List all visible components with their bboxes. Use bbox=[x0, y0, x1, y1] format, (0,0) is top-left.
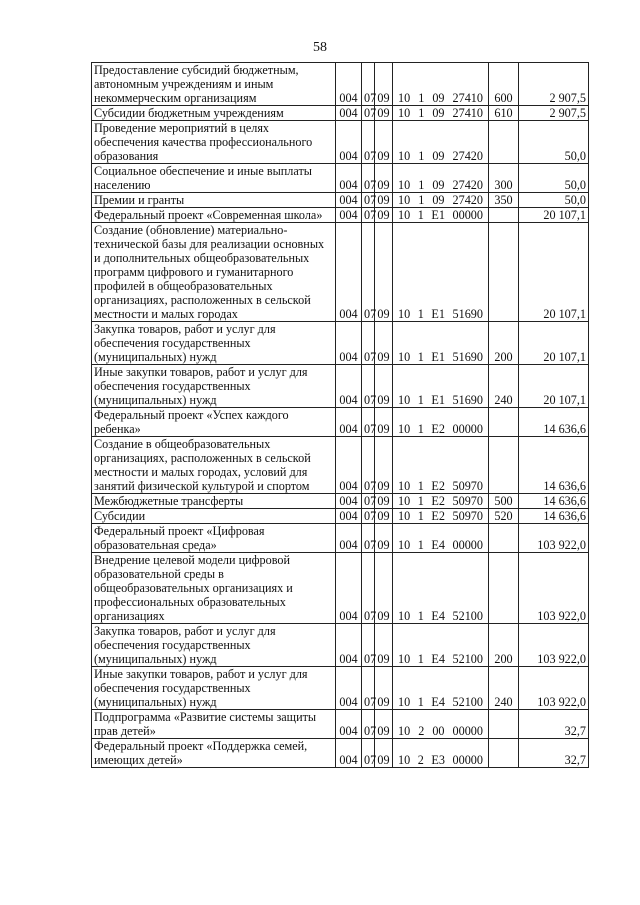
target-article-code bbox=[395, 724, 486, 738]
section-code-cell: 07 bbox=[362, 223, 375, 322]
target-article-part: E4 bbox=[431, 609, 445, 623]
table-row bbox=[92, 63, 589, 106]
section-code-cell: 07 bbox=[362, 437, 375, 494]
target-article-part: 1 bbox=[417, 393, 424, 407]
amount-cell: 50,0 bbox=[519, 193, 589, 208]
admin-code-cell: 004 bbox=[336, 739, 362, 768]
target-article-part: 2 bbox=[417, 753, 424, 767]
expense-name-cell: Межбюджетные трансферты bbox=[92, 494, 336, 509]
subsection-code-cell: 09 bbox=[375, 193, 393, 208]
target-article-code bbox=[395, 149, 486, 163]
section-code-cell: 07 bbox=[362, 193, 375, 208]
amount-cell: 32,7 bbox=[519, 739, 589, 768]
table-row bbox=[92, 624, 589, 667]
section-code-cell: 07 bbox=[362, 739, 375, 768]
target-article-part: E4 bbox=[431, 538, 445, 552]
section-code-cell: 07 bbox=[362, 667, 375, 710]
target-article-cell bbox=[393, 365, 489, 408]
amount-cell: 50,0 bbox=[519, 121, 589, 164]
subsection-code-cell: 09 bbox=[375, 524, 393, 553]
target-article-cell bbox=[393, 437, 489, 494]
expense-type-cell bbox=[489, 408, 519, 437]
target-article-part: 10 bbox=[398, 193, 411, 207]
target-article-part: 10 bbox=[398, 538, 411, 552]
expense-type-cell: 300 bbox=[489, 164, 519, 193]
expense-type-cell: 600 bbox=[489, 63, 519, 106]
section-code-cell: 07 bbox=[362, 509, 375, 524]
amount-cell: 103 922,0 bbox=[519, 524, 589, 553]
expense-name-cell: Закупка товаров, работ и услуг для обеспечения государственных (муниципальных) нужд bbox=[92, 624, 336, 667]
admin-code-cell: 004 bbox=[336, 624, 362, 667]
target-article-part: 09 bbox=[432, 193, 445, 207]
target-article-cell bbox=[393, 739, 489, 768]
target-article-part: 1 bbox=[417, 509, 424, 523]
page-number: 58 bbox=[313, 40, 327, 55]
target-article-part: 27410 bbox=[452, 91, 483, 105]
target-article-code bbox=[395, 106, 486, 120]
expense-name-cell: Иные закупки товаров, работ и услуг для обеспечения государственных (муниципальных) нужд bbox=[92, 667, 336, 710]
target-article-part: 1 bbox=[417, 538, 424, 552]
subsection-code-cell: 09 bbox=[375, 667, 393, 710]
target-article-cell bbox=[393, 624, 489, 667]
amount-cell: 103 922,0 bbox=[519, 667, 589, 710]
expense-name-cell: Федеральный проект «Современная школа» bbox=[92, 208, 336, 223]
target-article-part: E2 bbox=[431, 479, 445, 493]
amount-cell: 2 907,5 bbox=[519, 63, 589, 106]
target-article-code bbox=[395, 652, 486, 666]
admin-code-cell: 004 bbox=[336, 710, 362, 739]
target-article-part: 27420 bbox=[452, 149, 483, 163]
expense-name-cell: Премии и гранты bbox=[92, 193, 336, 208]
admin-code-cell: 004 bbox=[336, 106, 362, 121]
target-article-cell bbox=[393, 193, 489, 208]
target-article-part: 10 bbox=[398, 724, 411, 738]
target-article-cell bbox=[393, 106, 489, 121]
target-article-code bbox=[395, 208, 486, 222]
target-article-part: E1 bbox=[431, 307, 445, 321]
expense-name-cell: Закупка товаров, работ и услуг для обеспечения государственных (муниципальных) нужд bbox=[92, 322, 336, 365]
target-article-code bbox=[395, 193, 486, 207]
target-article-part: 00000 bbox=[452, 538, 483, 552]
expense-name-cell: Иные закупки товаров, работ и услуг для обеспечения государственных (муниципальных) нужд bbox=[92, 365, 336, 408]
subsection-code-cell: 09 bbox=[375, 121, 393, 164]
target-article-part: 10 bbox=[398, 393, 411, 407]
admin-code-cell: 004 bbox=[336, 121, 362, 164]
section-code-cell: 07 bbox=[362, 63, 375, 106]
target-article-part: 1 bbox=[417, 652, 424, 666]
target-article-part: 1 bbox=[417, 350, 424, 364]
target-article-part: E4 bbox=[431, 652, 445, 666]
target-article-cell bbox=[393, 164, 489, 193]
expense-type-cell: 240 bbox=[489, 667, 519, 710]
target-article-part: E2 bbox=[431, 494, 445, 508]
target-article-part: 1 bbox=[417, 494, 424, 508]
section-code-cell: 07 bbox=[362, 553, 375, 624]
target-article-cell bbox=[393, 524, 489, 553]
section-code-cell: 07 bbox=[362, 494, 375, 509]
target-article-part: 00 bbox=[432, 724, 445, 738]
expense-type-cell bbox=[489, 553, 519, 624]
target-article-cell bbox=[393, 553, 489, 624]
target-article-part: 1 bbox=[418, 106, 425, 120]
admin-code-cell: 004 bbox=[336, 223, 362, 322]
amount-cell: 14 636,6 bbox=[519, 408, 589, 437]
section-code-cell: 07 bbox=[362, 322, 375, 365]
target-article-code bbox=[395, 695, 486, 709]
budget-table bbox=[91, 62, 589, 768]
table-row bbox=[92, 710, 589, 739]
target-article-part: E1 bbox=[431, 208, 445, 222]
amount-cell: 103 922,0 bbox=[519, 624, 589, 667]
expense-type-cell bbox=[489, 223, 519, 322]
section-code-cell: 07 bbox=[362, 408, 375, 437]
target-article-part: 52100 bbox=[452, 609, 483, 623]
expense-type-cell: 200 bbox=[489, 624, 519, 667]
amount-cell: 14 636,6 bbox=[519, 437, 589, 494]
target-article-part: 1 bbox=[418, 178, 425, 192]
subsection-code-cell: 09 bbox=[375, 365, 393, 408]
target-article-part: E1 bbox=[431, 350, 445, 364]
target-article-part: 1 bbox=[417, 307, 424, 321]
target-article-part: 10 bbox=[398, 652, 411, 666]
target-article-part: 51690 bbox=[452, 307, 483, 321]
expense-type-cell bbox=[489, 437, 519, 494]
target-article-part: 10 bbox=[398, 609, 411, 623]
target-article-part: 1 bbox=[417, 422, 424, 436]
expense-name-cell: Подпрограмма «Развитие системы защиты прав детей» bbox=[92, 710, 336, 739]
expense-type-cell bbox=[489, 121, 519, 164]
table-row bbox=[92, 553, 589, 624]
section-code-cell: 07 bbox=[362, 624, 375, 667]
expense-name-cell: Социальное обеспечение и иные выплаты населению bbox=[92, 164, 336, 193]
target-article-part: 00000 bbox=[452, 422, 483, 436]
subsection-code-cell: 09 bbox=[375, 509, 393, 524]
amount-cell: 103 922,0 bbox=[519, 553, 589, 624]
expense-name-cell: Внедрение целевой модели цифровой образовательной среды в общеобразовательных организациях и профессиональных образовательных организациях bbox=[92, 553, 336, 624]
expense-type-cell: 520 bbox=[489, 509, 519, 524]
subsection-code-cell: 09 bbox=[375, 739, 393, 768]
target-article-cell bbox=[393, 509, 489, 524]
admin-code-cell: 004 bbox=[336, 524, 362, 553]
admin-code-cell: 004 bbox=[336, 667, 362, 710]
table-row bbox=[92, 437, 589, 494]
expense-name-cell: Создание (обновление) материально-технической базы для реализации основных и дополнительных общеобразовательных программ цифрового и гуманитарного профилей в общеобразовательных организациях, расположенных в сельской местности и малых городах bbox=[92, 223, 336, 322]
expense-type-cell: 500 bbox=[489, 494, 519, 509]
target-article-part: 09 bbox=[432, 91, 445, 105]
expense-type-cell: 350 bbox=[489, 193, 519, 208]
section-code-cell: 07 bbox=[362, 710, 375, 739]
expense-type-cell: 200 bbox=[489, 322, 519, 365]
admin-code-cell: 004 bbox=[336, 208, 362, 223]
section-code-cell: 07 bbox=[362, 524, 375, 553]
target-article-cell bbox=[393, 63, 489, 106]
expense-name-cell: Проведение мероприятий в целях обеспечения качества профессионального образования bbox=[92, 121, 336, 164]
target-article-part: 1 bbox=[418, 91, 425, 105]
table-row bbox=[92, 193, 589, 208]
target-article-part: 10 bbox=[398, 695, 411, 709]
target-article-part: 10 bbox=[398, 178, 411, 192]
target-article-part: 27420 bbox=[452, 178, 483, 192]
subsection-code-cell: 09 bbox=[375, 63, 393, 106]
target-article-part: 09 bbox=[432, 178, 445, 192]
target-article-part: 09 bbox=[432, 149, 445, 163]
amount-cell: 20 107,1 bbox=[519, 223, 589, 322]
target-article-code bbox=[395, 538, 486, 552]
table-row bbox=[92, 365, 589, 408]
expense-name-cell: Федеральный проект «Успех каждого ребенка» bbox=[92, 408, 336, 437]
target-article-part: 1 bbox=[417, 208, 424, 222]
section-code-cell: 07 bbox=[362, 365, 375, 408]
amount-cell: 2 907,5 bbox=[519, 106, 589, 121]
subsection-code-cell: 09 bbox=[375, 494, 393, 509]
target-article-part: E4 bbox=[431, 695, 445, 709]
amount-cell: 20 107,1 bbox=[519, 322, 589, 365]
expense-name-cell: Предоставление субсидий бюджетным, автономным учреждениям и иным некоммерческим организациям bbox=[92, 63, 336, 106]
target-article-part: 1 bbox=[418, 149, 425, 163]
amount-cell: 20 107,1 bbox=[519, 208, 589, 223]
expense-type-cell bbox=[489, 739, 519, 768]
target-article-code bbox=[395, 609, 486, 623]
admin-code-cell: 004 bbox=[336, 553, 362, 624]
target-article-part: 00000 bbox=[452, 724, 483, 738]
target-article-code bbox=[395, 178, 486, 192]
expense-name-cell: Федеральный проект «Цифровая образовательная среда» bbox=[92, 524, 336, 553]
subsection-code-cell: 09 bbox=[375, 208, 393, 223]
target-article-code bbox=[395, 494, 486, 508]
target-article-part: 10 bbox=[398, 307, 411, 321]
section-code-cell: 07 bbox=[362, 164, 375, 193]
target-article-cell bbox=[393, 223, 489, 322]
subsection-code-cell: 09 bbox=[375, 164, 393, 193]
amount-cell: 14 636,6 bbox=[519, 509, 589, 524]
subsection-code-cell: 09 bbox=[375, 322, 393, 365]
target-article-part: 1 bbox=[417, 609, 424, 623]
target-article-code bbox=[395, 350, 486, 364]
table-row bbox=[92, 121, 589, 164]
target-article-cell bbox=[393, 710, 489, 739]
expense-name-cell: Создание в общеобразовательных организациях, расположенных в сельской местности и малых городах, условий для занятий физической культурой и спортом bbox=[92, 437, 336, 494]
section-code-cell: 07 bbox=[362, 121, 375, 164]
target-article-part: 27410 bbox=[452, 106, 483, 120]
expense-type-cell bbox=[489, 710, 519, 739]
table-row bbox=[92, 223, 589, 322]
target-article-part: 00000 bbox=[452, 208, 483, 222]
target-article-part: 10 bbox=[398, 422, 411, 436]
subsection-code-cell: 09 bbox=[375, 710, 393, 739]
target-article-cell bbox=[393, 121, 489, 164]
table-row bbox=[92, 509, 589, 524]
target-article-part: 10 bbox=[398, 106, 411, 120]
expense-name-cell: Субсидии bbox=[92, 509, 336, 524]
target-article-part: 50970 bbox=[452, 479, 483, 493]
target-article-part: 10 bbox=[398, 479, 411, 493]
target-article-part: 2 bbox=[418, 724, 425, 738]
table-row bbox=[92, 494, 589, 509]
table-row bbox=[92, 524, 589, 553]
target-article-part: 10 bbox=[398, 149, 411, 163]
target-article-code bbox=[395, 91, 486, 105]
section-code-cell: 07 bbox=[362, 106, 375, 121]
expense-type-cell: 610 bbox=[489, 106, 519, 121]
subsection-code-cell: 09 bbox=[375, 408, 393, 437]
table-row bbox=[92, 667, 589, 710]
table-row bbox=[92, 739, 589, 768]
target-article-part: 1 bbox=[417, 479, 424, 493]
table-row bbox=[92, 208, 589, 223]
expense-type-cell bbox=[489, 208, 519, 223]
amount-cell: 50,0 bbox=[519, 164, 589, 193]
target-article-part: 50970 bbox=[452, 494, 483, 508]
table-body bbox=[92, 63, 589, 768]
amount-cell: 14 636,6 bbox=[519, 494, 589, 509]
target-article-code bbox=[395, 422, 486, 436]
admin-code-cell: 004 bbox=[336, 437, 362, 494]
target-article-part: 10 bbox=[398, 350, 411, 364]
target-article-part: 52100 bbox=[452, 652, 483, 666]
target-article-part: 10 bbox=[398, 753, 411, 767]
target-article-part: 10 bbox=[398, 494, 411, 508]
target-article-part: 27420 bbox=[452, 193, 483, 207]
target-article-part: 10 bbox=[398, 91, 411, 105]
target-article-part: 10 bbox=[398, 208, 411, 222]
target-article-part: 51690 bbox=[452, 350, 483, 364]
target-article-cell bbox=[393, 408, 489, 437]
target-article-cell bbox=[393, 322, 489, 365]
admin-code-cell: 004 bbox=[336, 365, 362, 408]
target-article-part: 1 bbox=[417, 695, 424, 709]
table-row bbox=[92, 106, 589, 121]
amount-cell: 20 107,1 bbox=[519, 365, 589, 408]
subsection-code-cell: 09 bbox=[375, 106, 393, 121]
admin-code-cell: 004 bbox=[336, 322, 362, 365]
target-article-code bbox=[395, 753, 486, 767]
subsection-code-cell: 09 bbox=[375, 223, 393, 322]
admin-code-cell: 004 bbox=[336, 509, 362, 524]
expense-name-cell: Федеральный проект «Поддержка семей, имеющих детей» bbox=[92, 739, 336, 768]
admin-code-cell: 004 bbox=[336, 63, 362, 106]
target-article-part: 00000 bbox=[452, 753, 483, 767]
target-article-part: 1 bbox=[418, 193, 425, 207]
target-article-part: 10 bbox=[398, 509, 411, 523]
admin-code-cell: 004 bbox=[336, 408, 362, 437]
target-article-code bbox=[395, 393, 486, 407]
target-article-part: E2 bbox=[431, 422, 445, 436]
subsection-code-cell: 09 bbox=[375, 553, 393, 624]
target-article-cell bbox=[393, 208, 489, 223]
target-article-code bbox=[395, 509, 486, 523]
target-article-part: 51690 bbox=[452, 393, 483, 407]
target-article-code bbox=[395, 307, 486, 321]
expense-name-cell: Субсидии бюджетным учреждениям bbox=[92, 106, 336, 121]
subsection-code-cell: 09 bbox=[375, 624, 393, 667]
target-article-part: 50970 bbox=[452, 509, 483, 523]
target-article-cell bbox=[393, 494, 489, 509]
target-article-code bbox=[395, 479, 486, 493]
target-article-cell bbox=[393, 667, 489, 710]
section-code-cell: 07 bbox=[362, 208, 375, 223]
target-article-part: E1 bbox=[431, 393, 445, 407]
subsection-code-cell: 09 bbox=[375, 437, 393, 494]
amount-cell: 32,7 bbox=[519, 710, 589, 739]
target-article-part: E2 bbox=[431, 509, 445, 523]
target-article-part: 09 bbox=[432, 106, 445, 120]
table-row bbox=[92, 322, 589, 365]
admin-code-cell: 004 bbox=[336, 494, 362, 509]
expense-type-cell: 240 bbox=[489, 365, 519, 408]
admin-code-cell: 004 bbox=[336, 164, 362, 193]
target-article-part: E3 bbox=[431, 753, 445, 767]
table-row bbox=[92, 408, 589, 437]
table-row bbox=[92, 164, 589, 193]
target-article-part: 52100 bbox=[452, 695, 483, 709]
admin-code-cell: 004 bbox=[336, 193, 362, 208]
expense-type-cell bbox=[489, 524, 519, 553]
